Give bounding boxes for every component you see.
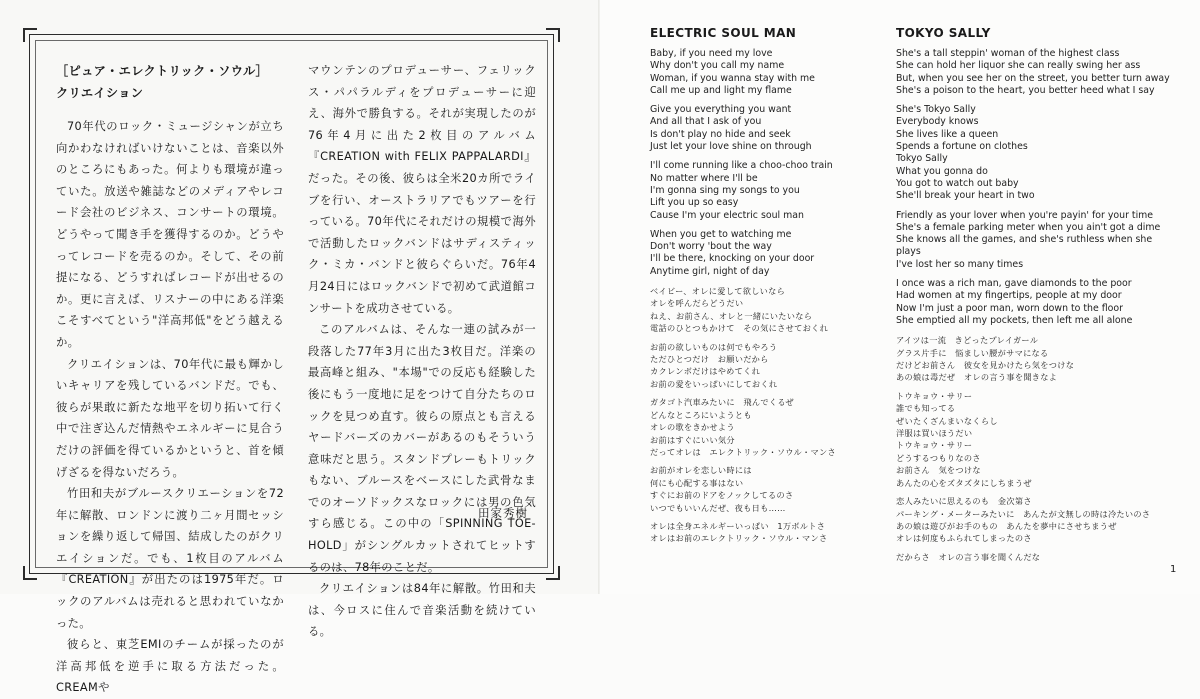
japanese-lyrics-stanza — [650, 464, 880, 514]
japanese-lyric-line: トウキョウ・サリー — [896, 390, 973, 401]
japanese-lyrics-stanza — [650, 285, 880, 335]
japanese-lyric-line: オレを呼んだらどうだい — [650, 298, 744, 309]
liner-notes-title — [56, 60, 284, 104]
paragraph: 竹田和夫がブルースクリエーションを72年に解散、ロンドンに渡り二ヶ月間セッションを繰り返して帰国、結成したのがクリエイションだ。でも、1枚目のアルバム『CREATION』が出たのは1975年だ。ロックのアルバムは売れると思われていなかった。 — [56, 487, 284, 630]
japanese-lyric-line: トウキョウ・サリー — [896, 440, 973, 451]
lyric-line: Tokyo Sally — [896, 153, 948, 165]
japanese-lyrics-stanza — [650, 396, 880, 458]
japanese-lyric-line: ぜいたくざんまいなくらし — [896, 415, 998, 426]
japanese-lyric-line: いつでもいいんだぜ、夜も日も…… — [650, 502, 786, 513]
paragraph: マウンテンのプロデューサー、フェリックス・パパラルディをプロデューサーに迎え、海外で勝負する。それが実現したのが76年4月に出た2枚目のアルバム『CREATION with FELIX PAPPALARDI』だった。その後、彼らは全米20カ所でライブを行い、オーストラリアでもツアーを行っている。70年代にそれだけの規模で海外で活動したロックバンドはサディスティック・ミカ・バンドと彼らぐらいだ。76年4月24日にはロックバンドで初めて武道館コンサートを成功させている。 — [308, 64, 536, 315]
lyric-line: Everybody knows — [896, 116, 979, 128]
lyric-line: She's a tall steppin' woman of the highest class — [896, 48, 1120, 59]
japanese-lyric-line: 電話のひとつもかけて その気にさせておくれ — [650, 323, 829, 334]
lyric-line: She can hold her liquor she can really swing her ass — [896, 60, 1141, 72]
lyrics-electric-soul-man — [650, 48, 880, 551]
paragraph: クリエイションは、70年代に最も輝かしいキャリアを残しているバンドだ。でも、彼らが果敢に新たな地平を切り拓いて行く中で注ぎ込んだ情熱やエネルギーに見合うだけの評価を得ているかというと、首を傾げざるを得ないだろう。 — [56, 357, 284, 479]
paragraph: クリエイションは84年に解散。竹田和夫は、今ロスに住んで音楽活動を続けている。 — [308, 582, 536, 639]
japanese-lyric-line: お前がオレを恋しい時には — [650, 465, 752, 476]
frame-corner-ornament — [546, 28, 560, 42]
lyric-line: She knows all the games, and she's ruthless when she plays — [896, 234, 1153, 258]
japanese-lyric-line: オレは全身エネルギーいっぱい 1万ボルトさ — [650, 520, 826, 531]
lyrics-tokyo-sally — [896, 48, 1176, 569]
japanese-lyric-line: オレは何度もふられてしまったのさ — [896, 533, 1032, 544]
japanese-lyric-line: すぐにお前のドアをノックしてるのさ — [650, 490, 794, 501]
liner-notes-column-right — [308, 60, 536, 643]
japanese-lyric-line: グラス片手に 悩ましい腰がサマになる — [896, 347, 1049, 358]
japanese-lyrics-stanza — [896, 390, 1176, 489]
lyric-line: Woman, if you wanna stay with me — [650, 72, 815, 84]
lyrics-stanza — [650, 229, 880, 278]
lyric-line: Just let your love shine on through — [650, 141, 812, 153]
lyric-line: Had women at my fingertips, people at my door — [896, 290, 1122, 302]
lyric-line: I once was a rich man, gave diamonds to the poor — [896, 278, 1132, 290]
lyrics-stanza — [896, 104, 1176, 202]
japanese-lyrics-stanza — [896, 551, 1176, 563]
lyric-line: She's a poison to the heart, you better heed what I say — [896, 84, 1155, 96]
japanese-lyric-line: だってオレは エレクトリック・ソウル・マンさ — [650, 446, 836, 457]
lyric-line: I'm gonna sing my songs to you — [650, 184, 800, 196]
japanese-lyric-line: パーキング・メーターみたいに あんたが文無しの時は冷たいのさ — [896, 508, 1151, 519]
left-page — [0, 0, 600, 695]
japanese-lyric-line: 誰でも知ってる — [896, 403, 956, 414]
title-line-1: ［ピュア・エレクトリック・ソウル］ — [56, 64, 269, 78]
frame-corner-ornament — [546, 566, 560, 580]
lyric-line: Is don't play no hide and seek — [650, 128, 791, 140]
japanese-lyric-line: だからさ オレの言う事を聞くんだな — [896, 551, 1041, 562]
lyric-line: You got to watch out baby — [896, 177, 1019, 189]
lyric-line: Call me up and light my flame — [650, 84, 792, 96]
japanese-lyric-line: お前はすぐにいい気分 — [650, 434, 735, 445]
lyric-line: Spends a fortune on clothes — [896, 141, 1028, 153]
lyrics-stanza — [896, 278, 1176, 327]
japanese-lyrics-stanza — [896, 334, 1176, 384]
paragraph: 彼らと、東芝EMIのチームが採ったのが洋高邦低を逆手に取る方法だった。CREAMや — [56, 638, 284, 695]
japanese-lyric-line: 恋人みたいに思えるのも 金次第さ — [896, 496, 1032, 507]
page-number: 1 — [1170, 564, 1177, 575]
lyric-line: Don't worry 'bout the way — [650, 241, 772, 253]
japanese-lyrics-stanza — [650, 520, 880, 545]
japanese-lyric-line: どうするつもりなのさ — [896, 452, 981, 463]
liner-notes-column-left — [56, 60, 284, 699]
lyric-line: Anytime girl, night of day — [650, 265, 770, 277]
japanese-lyric-line: あの娘は遊びがお手のもの あんたを夢中にさせちまうぜ — [896, 520, 1117, 531]
lyric-line: Friendly as your lover when you're payin' for your time — [896, 209, 1154, 221]
lyric-line: I'll come running like a choo-choo train — [650, 160, 833, 172]
frame-corner-ornament — [23, 28, 37, 42]
lyric-line: Baby, if you need my love — [650, 48, 773, 59]
lyric-line: She's Tokyo Sally — [896, 104, 976, 116]
lyric-line: She's a female parking meter when you ain't got a dime — [896, 221, 1161, 233]
japanese-lyric-line: ガタゴト汽車みたいに 飛んでくるぜ — [650, 397, 795, 408]
lyric-line: She'll break your heart in two — [896, 190, 1035, 202]
lyric-line: Cause I'm your electric soul man — [650, 209, 804, 221]
japanese-lyric-line: お前の愛をいっぱいにしておくれ — [650, 378, 778, 389]
japanese-lyric-line: どんなところにいようとも — [650, 409, 752, 420]
japanese-lyric-line: お前さん 気をつけな — [896, 465, 981, 476]
lyrics-stanza — [650, 48, 880, 97]
japanese-lyric-line: お前の欲しいものは何でもやろう — [650, 341, 778, 352]
japanese-lyric-line: だけどお前さん 彼女を見かけたら気をつけな — [896, 360, 1075, 371]
lyric-line: No matter where I'll be — [650, 172, 758, 184]
lyric-line: When you get to watching me — [650, 228, 792, 240]
title-line-2: クリエイション — [56, 86, 144, 100]
lyric-line: I've lost her so many times — [896, 258, 1024, 270]
lyrics-stanza — [650, 104, 880, 153]
right-page — [600, 0, 1200, 594]
song-title-electric-soul-man: ELECTRIC SOUL MAN — [650, 26, 797, 40]
paragraph: 70年代のロック・ミュージシャンが立ち向かわなければいけないことは、音楽以外のところにもあった。何よりも環境が違っていた。放送や雑誌などのメディアやレコード会社のビジネス、コンサートの環境。どうやって聞き手を獲得するのか。どうやってレコードを売るのか。そして、その前提になる、どうすればレコードが出せるのか。更に言えば、リスナーの中にある洋楽こそすべてという"洋高邦低"をどう越えるか。 — [56, 120, 284, 349]
paragraph: このアルバムは、そんな一連の試みが一段落した77年3月に出た3枚目だ。洋楽の最高峰と組み、"本場"での反応も経験した後にもう一度地に足をつけて自分たちのロックを見つめ直す。彼らの原点とも言えるヤードバーズのカバーがあるのもそういう意味だと思う。スタンドプレーもトリックもない、ブルースをベースにした武骨なまでのオーソドックスなロックには男の色気すら感じる。この中の「SPINNING TOE-HOLD」がシングルカットされてヒットするのは、78年のことだ。 — [308, 323, 536, 574]
lyric-line: She lives like a queen — [896, 128, 999, 140]
lyric-line: She emptied all my pockets, then left me all alone — [896, 314, 1133, 326]
japanese-lyrics-stanza — [650, 341, 880, 391]
lyric-line: But, when you see her on the street, you better turn away — [896, 72, 1170, 84]
japanese-lyric-line: アイツは一流 きどったプレイガール — [896, 335, 1039, 346]
lyric-line: Now I'm just a poor man, worn down to the floor — [896, 302, 1123, 314]
japanese-lyric-line: ベイビー、オレに愛して欲しいなら — [650, 286, 786, 297]
lyrics-stanza — [896, 48, 1176, 97]
japanese-lyric-line: 何にも心配する事はない — [650, 477, 744, 488]
japanese-lyrics-stanza — [896, 495, 1176, 545]
japanese-lyric-line: カクレンボだけはやめてくれ — [650, 366, 761, 377]
japanese-lyric-line: オレの歌をきかせよう — [650, 422, 735, 433]
lyric-line: And all that I ask of you — [650, 116, 762, 128]
lyric-line: Give you everything you want — [650, 104, 792, 116]
frame-corner-ornament — [23, 566, 37, 580]
japanese-lyric-line: あの娘は毒だぜ オレの言う事を聞きなよ — [896, 372, 1058, 383]
japanese-lyric-line: オレはお前のエレクトリック・ソウル・マンさ — [650, 533, 828, 544]
lyrics-stanza — [650, 160, 880, 221]
lyrics-stanza — [896, 210, 1176, 271]
song-title-tokyo-sally: TOKYO SALLY — [896, 26, 991, 40]
author-byline: 田家秀樹 — [478, 506, 528, 520]
japanese-lyric-line: 洋服は買いほうだい — [896, 428, 973, 439]
japanese-lyric-line: ねえ、お前さん、オレと一緒にいたいなら — [650, 310, 813, 321]
japanese-lyric-line: あんたの心をズタズタにしちまうぜ — [896, 477, 1032, 488]
lyric-line: What you gonna do — [896, 165, 988, 177]
lyric-line: Lift you up so easy — [650, 197, 739, 209]
lyric-line: Why don't you call my name — [650, 60, 785, 72]
japanese-lyric-line: ただひとつだけ お願いだから — [650, 354, 769, 365]
lyric-line: I'll be there, knocking on your door — [650, 253, 815, 265]
